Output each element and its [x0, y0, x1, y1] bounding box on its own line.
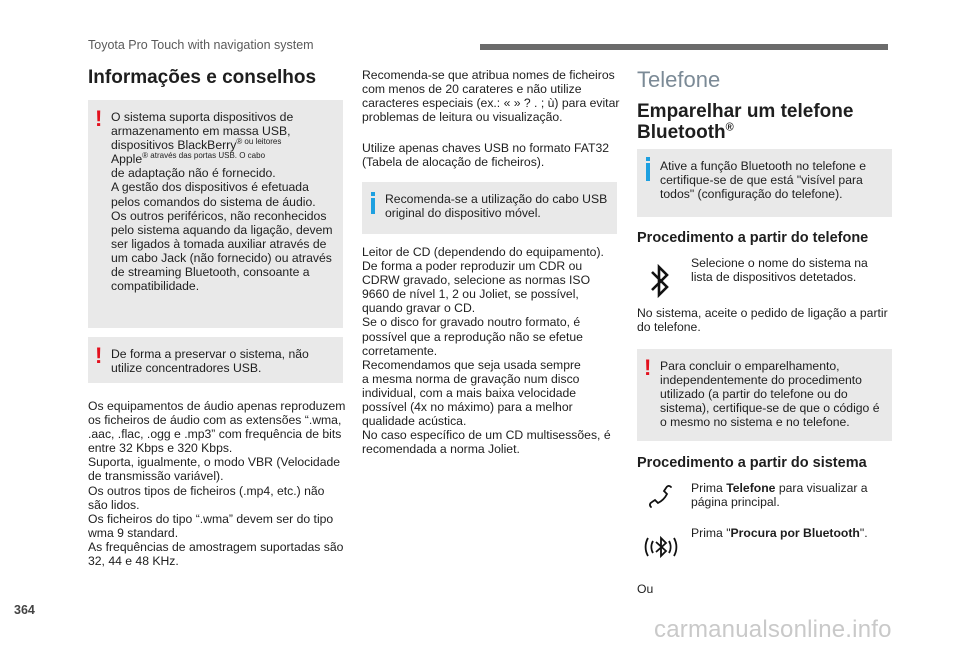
warning-box-usb-hub — [88, 337, 343, 383]
paragraph-fat32: Utilize apenas chaves USB no formato FAT32 (Tabela de alocação de ficheiros). — [362, 141, 610, 170]
phone-handset-icon — [646, 482, 676, 512]
text-or: Ou — [637, 582, 654, 596]
warning-text-usb-hub: De forma a preservar o sistema, não utilize concentradores USB. — [111, 347, 309, 376]
chapter-title: Telefone — [637, 67, 721, 92]
page-number: 364 — [14, 603, 35, 617]
info-text-usb-cable: Recomenda-se a utilização do cabo USB original do dispositivo móvel. — [385, 192, 608, 221]
paragraph-cd-player: Leitor de CD (dependendo do equipamento). De forma a poder reproduzir um CDR ou CDRW gravado, selecione as normas ISO 9660 de nível 1, 2 ou Joliet, se possível, quando gravar o CD. Se o disco for gravado noutro formato, é possível que a reprodução não se efetue corretamente. Recomendamos que seja usada sempre a mesma norma de gravação num disco individual, com a mais baixa velocidade possível (4x no máximo) para a melhor qualidade acústica. No caso específico de um CD multisessões, é recomendada a norma Joliet. — [362, 245, 611, 457]
warning-text-devices: O sistema suporta dispositivos de armazenamento em massa USB, dispositivos BlackBerry$^{® ou leitores}$ Apple$^{® através das portas USB. O cabo}$ de adaptação não é fornecido. A gestão dos dispositivos é efetuada pelos comandos do sistema de áudio. Os outros periféricos, não reconhecidos pelo sistema aquando da ligação, devem ser ligados à tomada auxiliar através de um cabo Jack (não fornecido) ou através de streaming Bluetooth, consoante a compatibilidade. — [111, 110, 333, 294]
section-title-pairing: Emparelhar um telefone Bluetooth® — [637, 101, 854, 143]
running-header: Toyota Pro Touch with navigation system — [88, 38, 314, 52]
subsection-title-system-procedure: Procedimento a partir do sistema — [637, 455, 867, 471]
warning-icon: ! — [95, 106, 103, 131]
watermark: carmanualsonline.info — [654, 616, 892, 643]
warning-icon: ! — [95, 343, 103, 368]
info-icon — [646, 163, 650, 181]
header-bar — [480, 44, 888, 50]
paragraph-file-names: Recomenda-se que atribua nomes de ficheiros com menos de 20 carateres e não utilize caracteres especiais (ex.: « » ? . ; ù) para evitar problemas de leitura ou visualização. — [362, 68, 620, 125]
subsection-title-phone-procedure: Procedimento a partir do telefone — [637, 230, 869, 246]
info-text-bluetooth-visible: Ative a função Bluetooth no telefone e certifique-se de que está "visível para todos" (configuração do telefone). — [660, 159, 866, 202]
step-text-select-system: Selecione o nome do sistema na lista de dispositivos detetados. — [691, 256, 868, 285]
warning-text-pairing-code: Para concluir o emparelhamento, independentemente do procedimento utilizado (a partir do telefone ou do sistema), certifique-se de que o código é o mesmo no sistema e no telefone. — [660, 359, 880, 430]
warning-icon: ! — [644, 355, 652, 380]
paragraph-accept-request: No sistema, aceite o pedido de ligação a partir do telefone. — [637, 306, 888, 335]
info-icon — [371, 198, 375, 214]
warning-box-pairing-code — [637, 349, 892, 441]
warning-box-devices — [88, 100, 343, 328]
paragraph-audio-formats: Os equipamentos de áudio apenas reproduzem os ficheiros de áudio com as extensões “.wma, .aac, .flac, .ogg e .mp3” com frequência de bits entre 32 Kbps e 320 Kbps. Suporta, igualmente, o modo VBR (Velocidade de transmissão variável). Os outros tipos de ficheiros (.mp4, etc.) não são lidos. Os ficheiros do tipo “.wma” devem ser do tipo wma 9 standard. As frequências de amostragem suportadas são 32, 44 e 48 KHz. — [88, 399, 346, 569]
bluetooth-search-icon — [640, 526, 682, 568]
bluetooth-icon — [648, 262, 672, 300]
info-box-bluetooth-visible — [637, 149, 892, 217]
info-box-usb-cable — [362, 182, 617, 234]
step-text-press-telefone: Prima Telefone para visualizar a página principal. — [691, 481, 868, 510]
section-title-info: Informações e conselhos — [88, 67, 317, 88]
step-text-bluetooth-search: Prima "Procura por Bluetooth". — [691, 526, 868, 540]
